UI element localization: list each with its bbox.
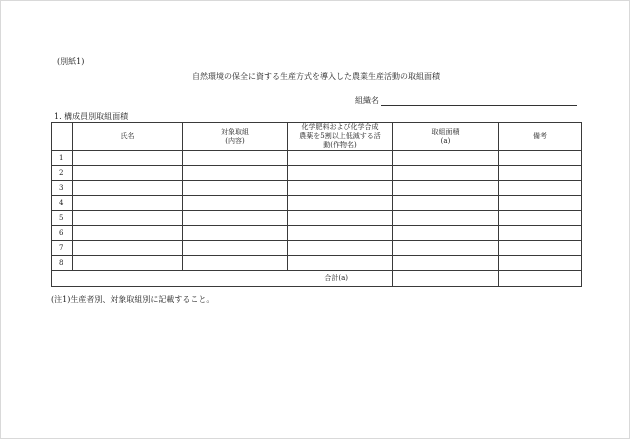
target-activity-cell[interactable] [183, 151, 288, 166]
remarks-cell[interactable] [499, 181, 582, 196]
name-cell[interactable] [73, 196, 183, 211]
organization-label: 組織名 [355, 96, 379, 105]
table-row [52, 166, 582, 181]
total-label: 合計(a) [52, 271, 393, 287]
name-cell[interactable] [73, 181, 183, 196]
row-number: 5 [52, 211, 73, 226]
total-area-cell[interactable] [393, 271, 499, 287]
header-name: 氏名 [73, 123, 183, 151]
remarks-cell[interactable] [499, 151, 582, 166]
target-activity-cell[interactable] [183, 211, 288, 226]
header-remarks: 備考 [499, 123, 582, 151]
name-cell[interactable] [73, 166, 183, 181]
chemical-reduction-cell[interactable] [288, 256, 393, 271]
document-title: 自然環境の保全に資する生産方式を導入した農業生産活動の取組面積 [192, 72, 440, 81]
remarks-cell[interactable] [499, 166, 582, 181]
row-number: 4 [52, 196, 73, 211]
area-cell[interactable] [393, 151, 499, 166]
target-activity-cell[interactable] [183, 226, 288, 241]
remarks-cell[interactable] [499, 196, 582, 211]
row-number: 8 [52, 256, 73, 271]
chemical-reduction-cell[interactable] [288, 226, 393, 241]
header-chemical-reduction: 化学肥料および化学合成 農薬を5割以上低減する活 動(作物名) [288, 123, 393, 151]
section-heading: 1. 構成員別取組面積 [54, 112, 129, 121]
name-cell[interactable] [73, 151, 183, 166]
table-row [52, 241, 582, 256]
target-activity-cell[interactable] [183, 256, 288, 271]
table-header-row [52, 123, 582, 151]
name-cell[interactable] [73, 241, 183, 256]
area-cell[interactable] [393, 211, 499, 226]
remarks-cell[interactable] [499, 256, 582, 271]
table-row [52, 211, 582, 226]
header-area: 取組面積 (a) [393, 123, 499, 151]
name-cell[interactable] [73, 211, 183, 226]
target-activity-cell[interactable] [183, 241, 288, 256]
table-row [52, 181, 582, 196]
row-number: 1 [52, 151, 73, 166]
target-activity-cell[interactable] [183, 196, 288, 211]
name-cell[interactable] [73, 226, 183, 241]
header-target-activity: 対象取組 (内容) [183, 123, 288, 151]
chemical-reduction-cell[interactable] [288, 181, 393, 196]
target-activity-cell[interactable] [183, 166, 288, 181]
name-cell[interactable] [73, 256, 183, 271]
area-cell[interactable] [393, 181, 499, 196]
chemical-reduction-cell[interactable] [288, 166, 393, 181]
table-row [52, 151, 582, 166]
area-cell[interactable] [393, 226, 499, 241]
remarks-cell[interactable] [499, 241, 582, 256]
chemical-reduction-cell[interactable] [288, 211, 393, 226]
header-number [52, 123, 73, 151]
annex-label: (別紙1) [57, 57, 85, 66]
table-row [52, 226, 582, 241]
footnote: (注1)生産者別、対象取組別に記載すること。 [51, 295, 215, 304]
row-number: 7 [52, 241, 73, 256]
chemical-reduction-cell[interactable] [288, 196, 393, 211]
chemical-reduction-cell[interactable] [288, 241, 393, 256]
remarks-cell[interactable] [499, 226, 582, 241]
table-row [52, 196, 582, 211]
area-cell[interactable] [393, 241, 499, 256]
organization-name-line[interactable] [381, 105, 577, 106]
total-row [52, 271, 582, 287]
total-remarks-cell[interactable] [499, 271, 582, 287]
member-area-table [51, 122, 582, 287]
remarks-cell[interactable] [499, 211, 582, 226]
area-cell[interactable] [393, 166, 499, 181]
area-cell[interactable] [393, 196, 499, 211]
target-activity-cell[interactable] [183, 181, 288, 196]
row-number: 3 [52, 181, 73, 196]
area-cell[interactable] [393, 256, 499, 271]
row-number: 2 [52, 166, 73, 181]
table-row [52, 256, 582, 271]
row-number: 6 [52, 226, 73, 241]
chemical-reduction-cell[interactable] [288, 151, 393, 166]
